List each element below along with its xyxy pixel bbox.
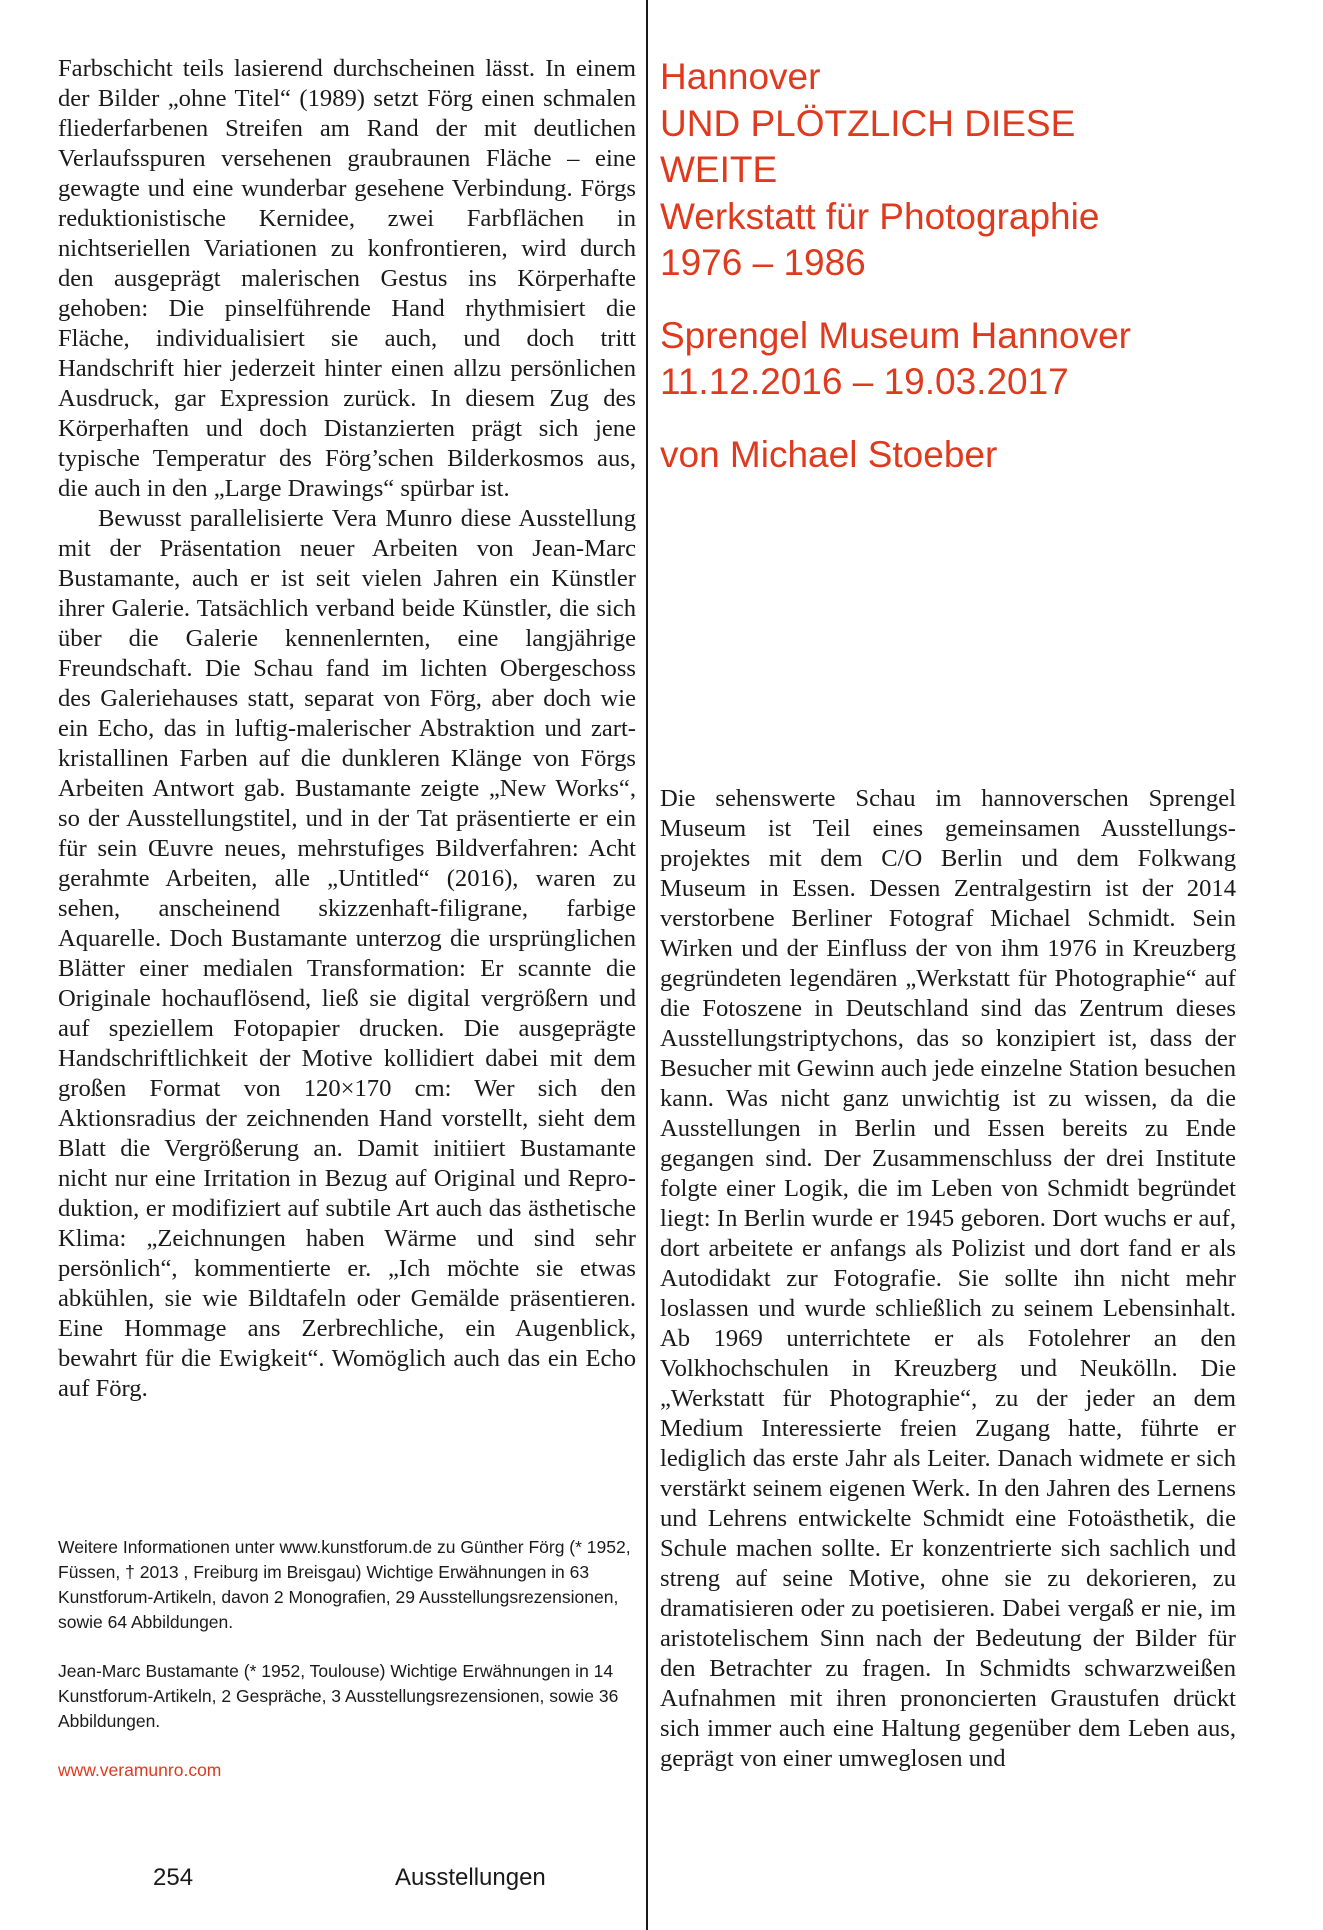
left-paragraph-2: Bewusst parallelisierte Vera Munro diese Ausstellung mit der Präsentation neuer Arbeiten von Jean-Marc Bustamante, auch er ist seit vielen Jahren ein Künstler ihrer Galerie. Tatsächlich verband beide Künstler, die sich über die Galerie kennenlernten, eine langjährige Freundschaft. Die Schau fand im lichten Obergeschoss des Galeriehauses statt, separat von Förg, aber doch wie ein Echo, das in luftig-malerischer Abstraktion und zart-kristallinen Farben auf die dunkleren Klänge von Förgs Arbeiten Antwort gab. Bustamante zeigte „New Works“, so der Ausstellungstitel, und in der Tat präsentierte er ein für sein Œuvre neues, mehrstufiges Bildverfahren: Acht gerahmte Arbeiten, alle „Untitled“ (2016), waren zu sehen, anscheinend skizzenhaft-filigrane, farbige Aquarelle. Doch Bustamante unterzog die ursprünglichen Blätter einer medialen Transformation: Er scannte die Originale hochauflösend, ließ sie digital vergrößern und auf speziellem Fotopapier drucken. Die ausgeprägte Handschriftlichkeit der Motive kollidiert dabei mit dem großen Format von 120×170 cm: Wer sich den Aktionsradius der zeichnenden Hand vorstellt, sieht dem Blatt die Vergrößerung an. Damit initiiert Bustamante nicht nur eine Irritation in Bezug auf Original und Reproduktion, er modifiziert auf subtile Art auch das ästhetische Klima: „Zeichnungen haben Wärme und sind sehr persönlich“, kommentierte er. „Ich möchte sie etwas abkühlen, sie wie Bildtafeln oder Gemälde präsentieren. Eine Hommage ans Zerbrechliche, ein Augenblick, bewahrt für die Ewigkeit“. Womöglich auch das ein Echo auf Förg. — [58, 505, 636, 1402]
heading-title-line-1: UND PLÖTZLICH DIESE — [660, 102, 1076, 144]
heading-years: 1976 – 1986 — [660, 242, 866, 283]
right-paragraph-1: Die sehenswerte Schau im hannoverschen Sprengel Museum ist Teil eines gemeinsamen Ausstellungsprojektes mit dem C/O Berlin und dem Folkwang Museum in Essen. Dessen Zentralgestirn ist der 2014 verstorbene Berliner Fotograf Michael Schmidt. Sein Wirken und der Einfluss der von ihm 1976 in Kreuzberg gegründeten legendären „Werkstatt für Photographie“ auf die Fotoszene in Deutschland sind das Zentrum dieses Ausstellungstriptychons, das so konzipiert ist, dass der Besucher mit Gewinn auch jede einzelne Station besuchen kann. Was nicht ganz unwichtig ist zu wissen, da die Ausstellungen in Berlin und Essen bereits zu Ende gegangen sind. Der Zusammenschluss der drei Institute folgte einer Logik, die im Leben von Schmidt begründet liegt: In Berlin wurde er 1945 geboren. Dort wuchs er auf, dort arbeitete er anfangs als Polizist und dort fand er als Autodidakt zur Fotografie. Sie sollte ihn nicht mehr loslassen und wurde schließlich zu seinem Lebensinhalt. Ab 1969 unterrichtete er als Fotolehrer an den Volkhochschulen in Kreuzberg und Neukölln. Die „Werkstatt für Photographie“, zu der jeder an dem Medium Interessierte freien Zugang hatte, führte er lediglich das erste Jahr als Leiter. Danach widmete er sich verstärkt seinem eigenen Werk. In den Jahren des Lernens und Lehrens entwickelte Schmidt eine Fotoästhetik, die Schule machen sollte. Er konzentrierte sich sachlich und streng auf seine Motive, ohne sie zu dekorieren, zu dramatisieren oder zu poetisieren. Dabei vergaß er nie, im aristotelischem Sinn nach der Bedeutung der Bilder für den Betrachter zu fragen. In Schmidts schwarzweißen Aufnahmen mit ihren prononcierten Graustufen drückt sich immer auch eine Haltung gegenüber dem Leben aus, geprägt von einer umweglosen und — [660, 785, 1236, 1772]
heading-city: Hannover — [660, 56, 821, 97]
page-number: 254 — [153, 1864, 194, 1891]
note-bustamante: Jean-Marc Bustamante (* 1952, Toulouse) Wichtige Erwähnungen in 14 Kunstforum-Artikeln, 2 Gespräche, 3 Ausstellungsrezensionen, sowie 36 Abbildungen. — [58, 1661, 619, 1731]
footnotes — [58, 1535, 648, 1807]
section-label: Ausstellungen — [395, 1864, 546, 1891]
left-column — [58, 54, 636, 1404]
left-paragraph-1: Farbschicht teils lasierend durchscheinen lässt. In einem der Bilder „ohne Titel“ (1989) setzt Förg einen schmalen fliederfarbenen Streifen am Rand der mit deutlichen Verlaufsspuren versehenen graubraunen Fläche – eine gewagte und eine wunderbar gesehene Verbindung. Förgs reduktionistische Kernidee, zwei Farbflächen in nichtseriellen Variationen zu konfrontieren, wird durch den ausgeprägt malerischen Gestus ins Körperhafte gehoben: Die pinselführende Hand rhythmisiert die Fläche, individualisiert sie auch, und doch tritt Handschrift hier jederzeit hinter einen allzu persönlichen Ausdruck, gar Expression zurück. In diesem Zug des Körperhaften und doch Distanzierten prägt sich jene typische Temperatur des Förg’schen Bilderkosmos aus, die auch in den „Large Drawings“ spürbar ist. — [58, 55, 636, 502]
right-column — [660, 784, 1236, 1774]
note-foerg: Weitere Informationen unter www.kunstforum.de zu Günther Förg (* 1952, Füssen, † 2013 , Freiburg im Breisgau) Wichtige Erwähnungen in 63 Kunstforum-Artikeln, davon 2 Monografien, 29 Ausstellungsrezensionen, sowie 64 Abbildungen. — [58, 1537, 631, 1632]
article-heading — [660, 54, 1280, 478]
heading-venue: Sprengel Museum Hannover — [660, 314, 1131, 356]
heading-title-line-2: WEITE — [660, 149, 778, 190]
heading-dates: 11.12.2016 – 19.03.2017 — [660, 361, 1069, 402]
heading-subtitle: Werkstatt für Photographie — [660, 195, 1100, 237]
column-divider — [646, 0, 648, 1930]
gallery-link[interactable]: www.veramunro.com — [58, 1760, 222, 1780]
heading-author: von Michael Stoeber — [660, 433, 998, 475]
